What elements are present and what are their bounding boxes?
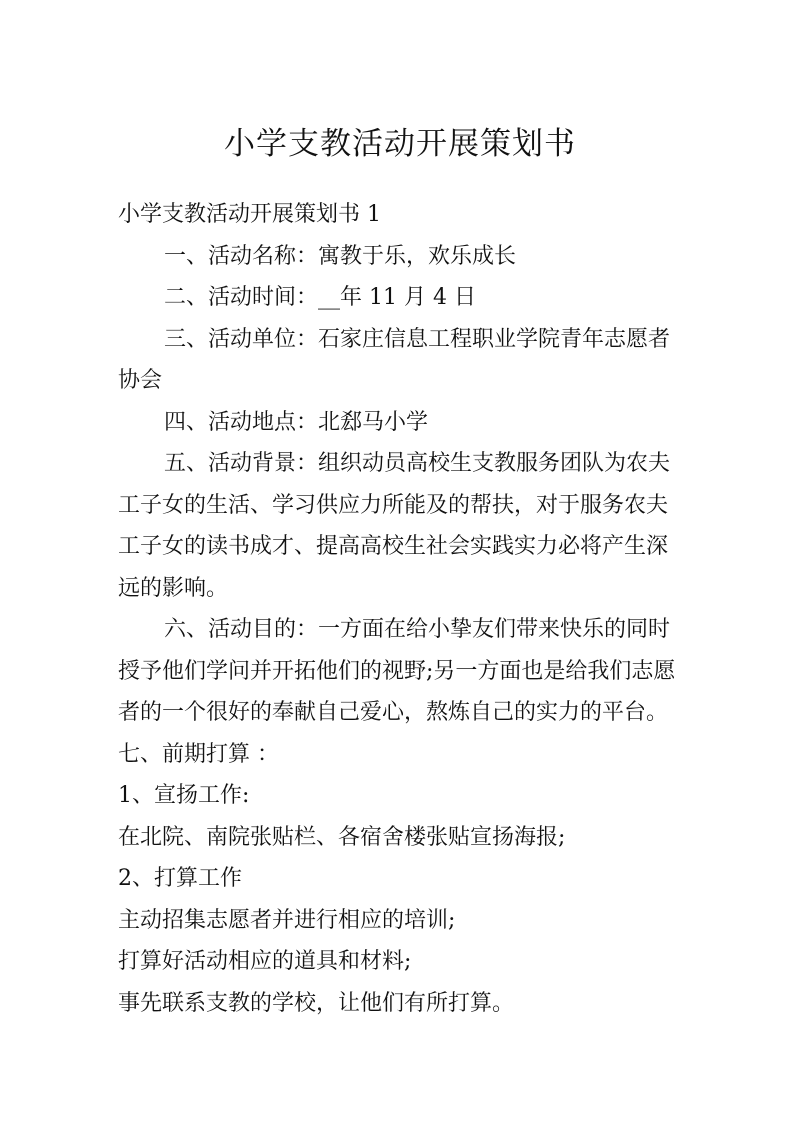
document-body bbox=[118, 194, 684, 1024]
paragraph-publicity-detail: 在北院、南院张贴栏、各宿舍楼张贴宣扬海报; bbox=[118, 824, 566, 850]
paragraph-activity-unit: 三、活动单位：石家庄信息工程职业学院青年志愿者协会 bbox=[118, 326, 671, 393]
paragraph-publicity-heading: 1、宣扬工作: bbox=[118, 783, 250, 808]
paragraph-preparation-work-heading: 2、打算工作 bbox=[118, 866, 242, 891]
paragraph-activity-background: 五、活动背景：组织动员高校生支教服务团队为农夫工子女的生活、学习供应力所能及的帮扶，对于服务农夫工子女的读书成才、提高高校生社会实践实力必将产生深远的影响。 bbox=[118, 451, 671, 601]
section-heading: 小学支教活动开展策划书 1 bbox=[118, 202, 381, 227]
paragraph-preparation-heading: 七、前期打算 ： bbox=[118, 741, 279, 767]
document-title: 小学支教活动开展策划书 bbox=[224, 126, 576, 162]
paragraph-activity-purpose: 六、活动目的：一方面在给小挚友们带来快乐的同时授予他们学问并开拓他们的视野;另一方面也是给我们志愿者的一个很好的奉献自己爱心，熬炼自己的实力的平台。 bbox=[118, 617, 676, 725]
paragraph-volunteer-training: 主动招集志愿者并进行相应的培训; bbox=[118, 907, 456, 933]
paragraph-activity-location: 四、活动地点：北郄马小学 bbox=[164, 409, 429, 435]
paragraph-contact-school: 事先联系支教的学校，让他们有所打算。 bbox=[118, 990, 515, 1016]
paragraph-activity-name: 一、活动名称：寓教于乐，欢乐成长 bbox=[164, 243, 517, 269]
paragraph-activity-time: 二、活动时间：__年 11 月 4 日 bbox=[164, 285, 476, 310]
paragraph-props-materials: 打算好活动相应的道具和材料; bbox=[118, 949, 412, 974]
